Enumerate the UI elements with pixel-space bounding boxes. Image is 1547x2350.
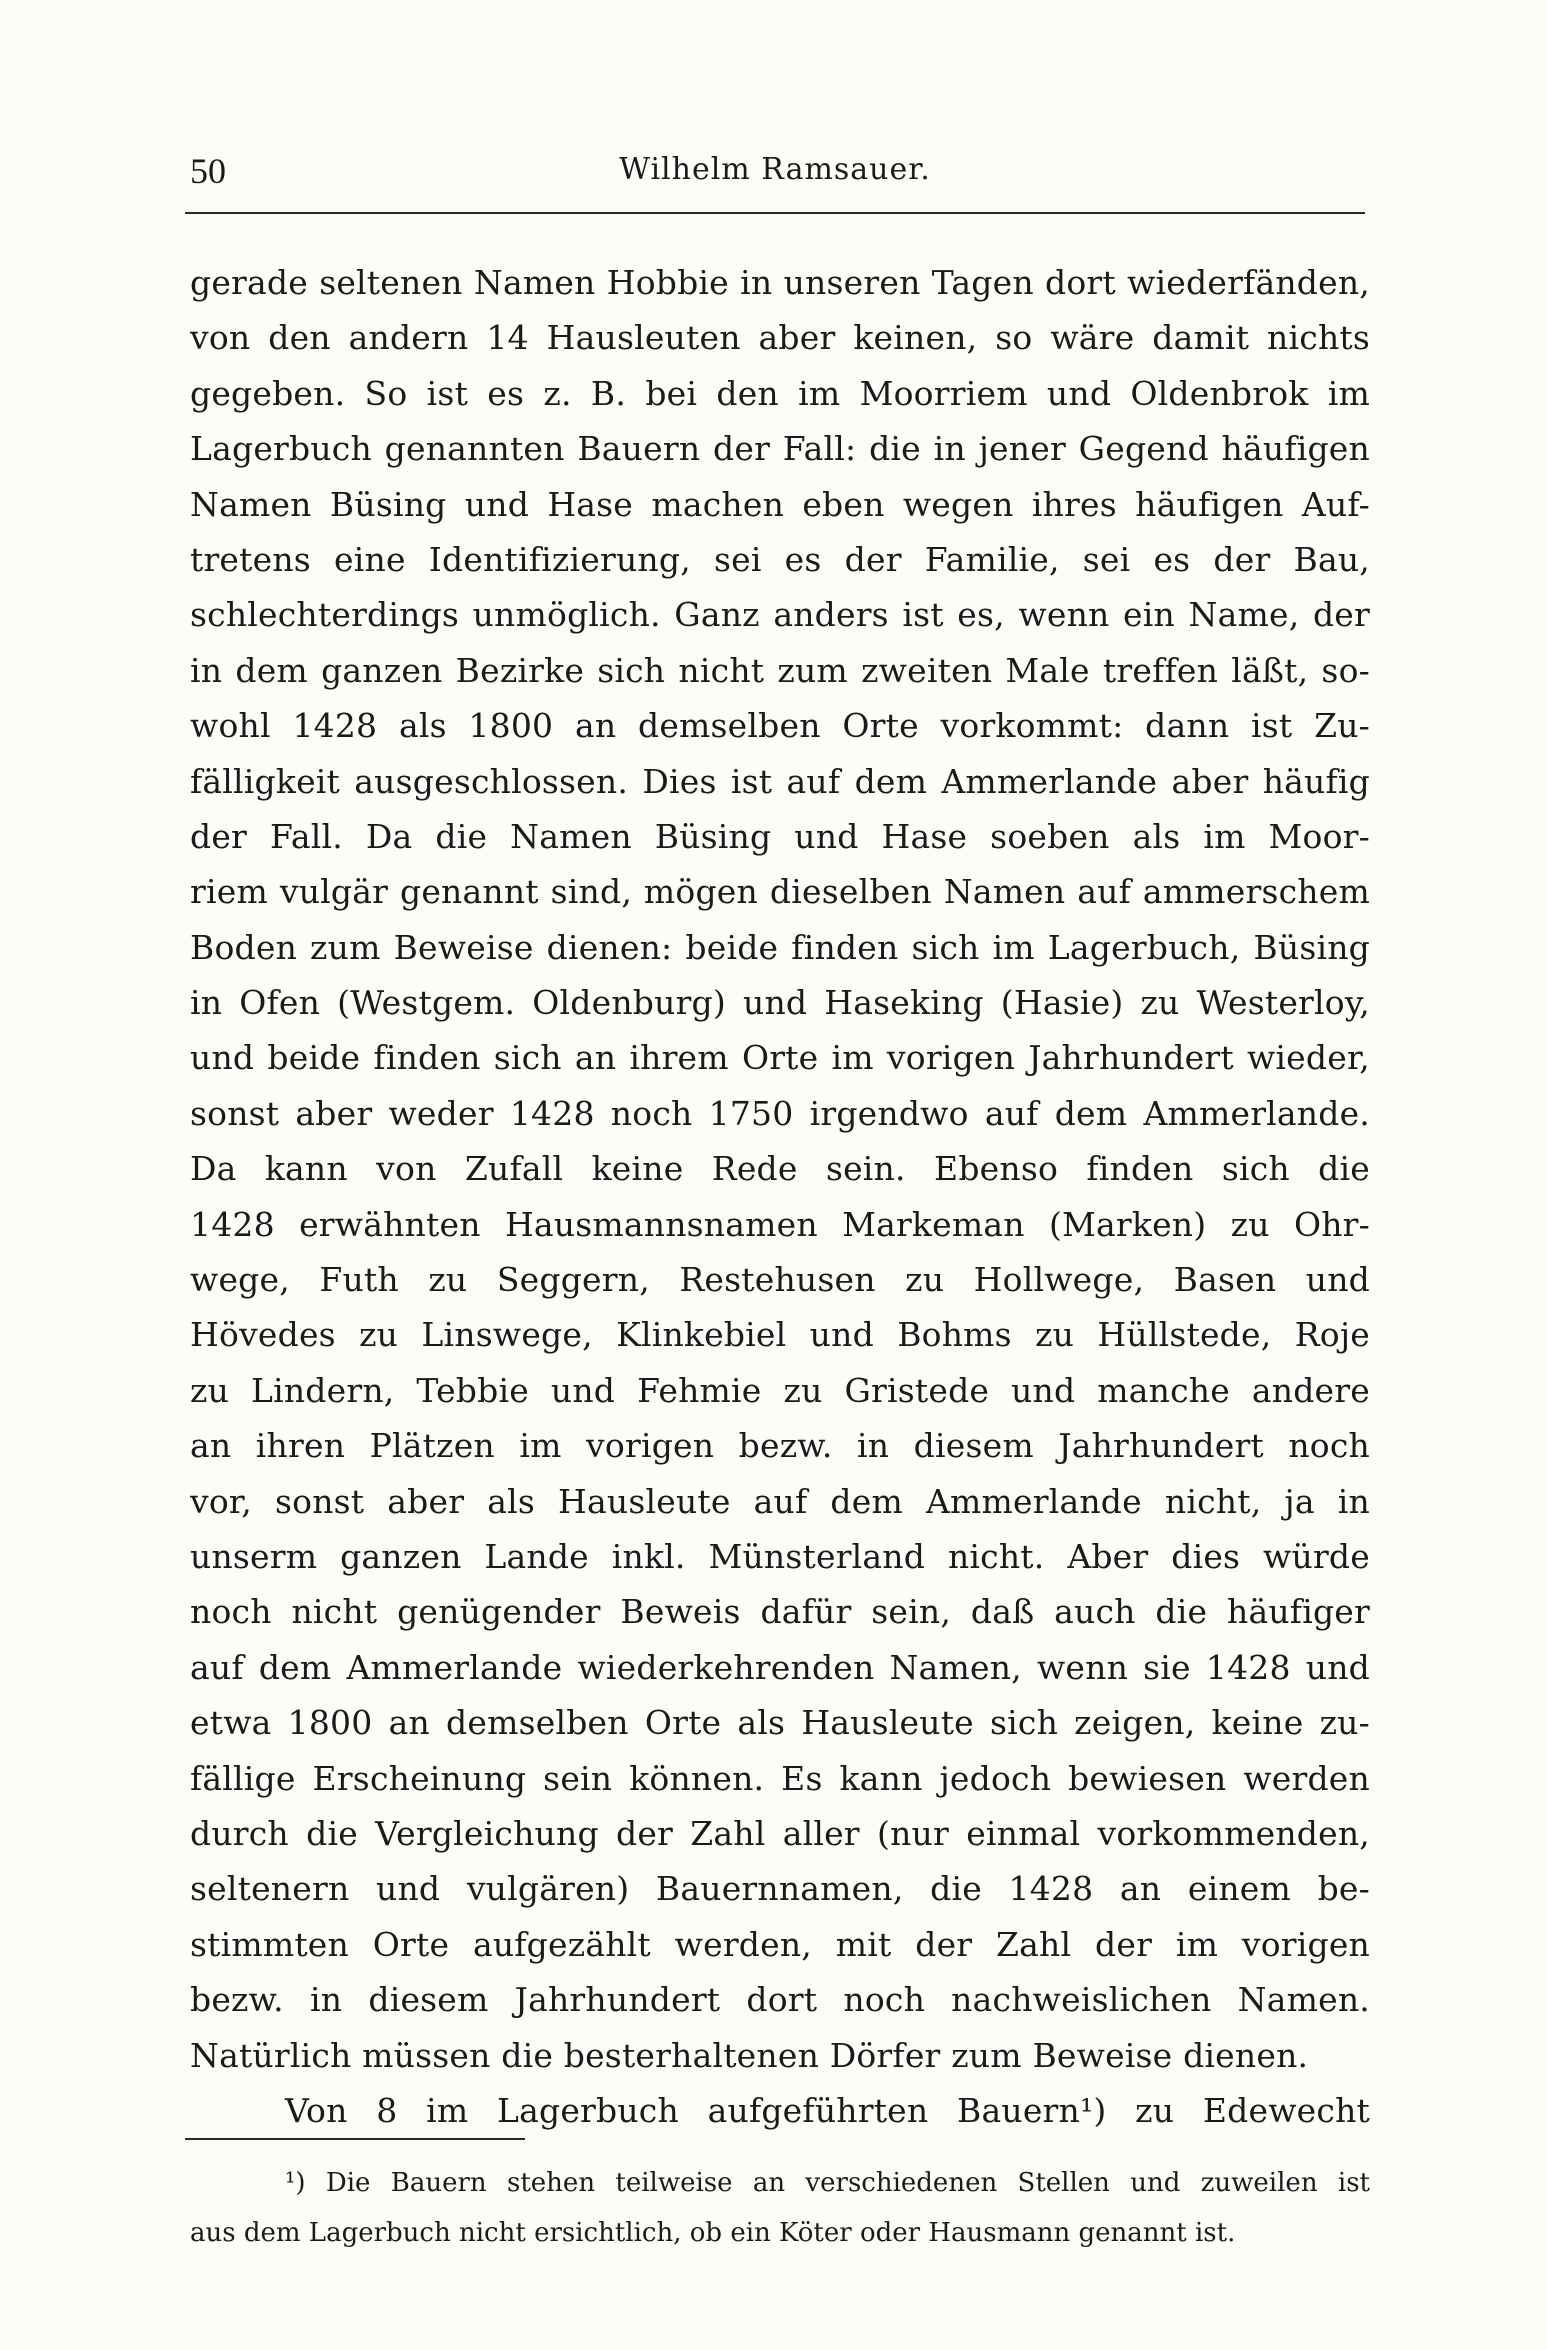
text-line: an ihren Plätzen im vorigen bezw. in diesem Jahrhundert noch — [190, 1426, 1370, 1466]
footnote — [190, 2158, 1370, 2258]
text-line: durch die Vergleichung der Zahl aller (nur einmal vorkommenden, — [190, 1813, 1370, 1853]
text-line: vor, sonst aber als Hausleute auf dem Ammerlande nicht, ja in — [190, 1481, 1370, 1521]
text-line: auf dem Ammerlande wiederkehrenden Namen, wenn sie 1428 und — [190, 1647, 1370, 1687]
text-line: sonst aber weder 1428 noch 1750 irgendwo auf dem Ammerlande. — [190, 1093, 1370, 1133]
text-line: Lagerbuch genannten Bauern der Fall: die in jener Gegend häufigen — [190, 429, 1370, 469]
text-line: in Ofen (Westgem. Oldenburg) und Haseking (Hasie) zu Westerloy, — [190, 983, 1370, 1023]
page-header — [190, 150, 1360, 200]
footnote-rule — [185, 2138, 525, 2140]
text-line: und beide finden sich an ihrem Orte im vorigen Jahrhundert wieder, — [190, 1038, 1370, 1078]
text-line-paragraph-start: Von 8 im Lagerbuch aufgeführten Bauern¹) zu Edewecht — [285, 2090, 1370, 2130]
text-line: bezw. in diesem Jahrhundert dort noch nachweislichen Namen. — [190, 1980, 1370, 2020]
text-line: schlechterdings unmöglich. Ganz anders ist es, wenn ein Name, der — [190, 595, 1370, 635]
text-line: zu Lindern, Tebbie und Fehmie zu Gristede und manche andere — [190, 1370, 1370, 1410]
page-number: 50 — [190, 151, 226, 191]
text-line: gegeben. So ist es z. B. bei den im Moorriem und Oldenbrok im — [190, 373, 1370, 413]
text-line: Hövedes zu Linswege, Klinkebiel und Bohms zu Hüllstede, Roje — [190, 1315, 1370, 1355]
text-line: 1428 erwähnten Hausmannsnamen Markeman (Marken) zu Ohr- — [190, 1204, 1370, 1244]
text-line: Boden zum Beweise dienen: beide finden sich im Lagerbuch, Büsing — [190, 927, 1370, 967]
text-line: wohl 1428 als 1800 an demselben Orte vorkommt: dann ist Zu- — [190, 706, 1370, 746]
footnote-line: aus dem Lagerbuch nicht ersichtlich, ob ein Köter oder Hausmann genannt ist. — [190, 2218, 1236, 2248]
text-line: tretens eine Identifizierung, sei es der Familie, sei es der Bau, — [190, 539, 1370, 579]
text-line: von den andern 14 Hausleuten aber keinen, so wäre damit nichts — [190, 318, 1370, 358]
text-line-paragraph-end: Natürlich müssen die besterhaltenen Dörfer zum Beweise dienen. — [190, 2035, 1309, 2075]
text-line: seltenern und vulgären) Bauernnamen, die 1428 an einem be- — [190, 1869, 1370, 1909]
text-line: in dem ganzen Bezirke sich nicht zum zweiten Male treffen läßt, so- — [190, 650, 1370, 690]
text-line: etwa 1800 an demselben Orte als Hausleute sich zeigen, keine zu- — [190, 1703, 1370, 1743]
text-line: der Fall. Da die Namen Büsing und Hase soeben als im Moor- — [190, 816, 1370, 856]
running-head: Wilhelm Ramsauer. — [619, 152, 931, 187]
text-line: Da kann von Zufall keine Rede sein. Ebenso finden sich die — [190, 1149, 1370, 1189]
text-line: Namen Büsing und Hase machen eben wegen ihres häufigen Auf- — [190, 484, 1370, 524]
body-text — [190, 255, 1370, 2138]
text-line: unserm ganzen Lande inkl. Münsterland nicht. Aber dies würde — [190, 1536, 1370, 1576]
text-line: fälligkeit ausgeschlossen. Dies ist auf dem Ammerlande aber häufig — [190, 761, 1370, 801]
footnote-line: ¹) Die Bauern stehen teilweise an verschiedenen Stellen und zuweilen ist — [285, 2168, 1370, 2198]
text-line: noch nicht genügender Beweis dafür sein, daß auch die häufiger — [190, 1592, 1370, 1632]
header-rule — [185, 212, 1365, 214]
text-line: stimmten Orte aufgezählt werden, mit der Zahl der im vorigen — [190, 1924, 1370, 1964]
text-line: gerade seltenen Namen Hobbie in unseren Tagen dort wiederfänden, — [190, 263, 1370, 302]
text-line: wege, Futh zu Seggern, Restehusen zu Hollwege, Basen und — [190, 1260, 1370, 1300]
text-line: riem vulgär genannt sind, mögen dieselben Namen auf ammerschem — [190, 872, 1370, 912]
text-line: fällige Erscheinung sein können. Es kann jedoch bewiesen werden — [190, 1758, 1370, 1798]
